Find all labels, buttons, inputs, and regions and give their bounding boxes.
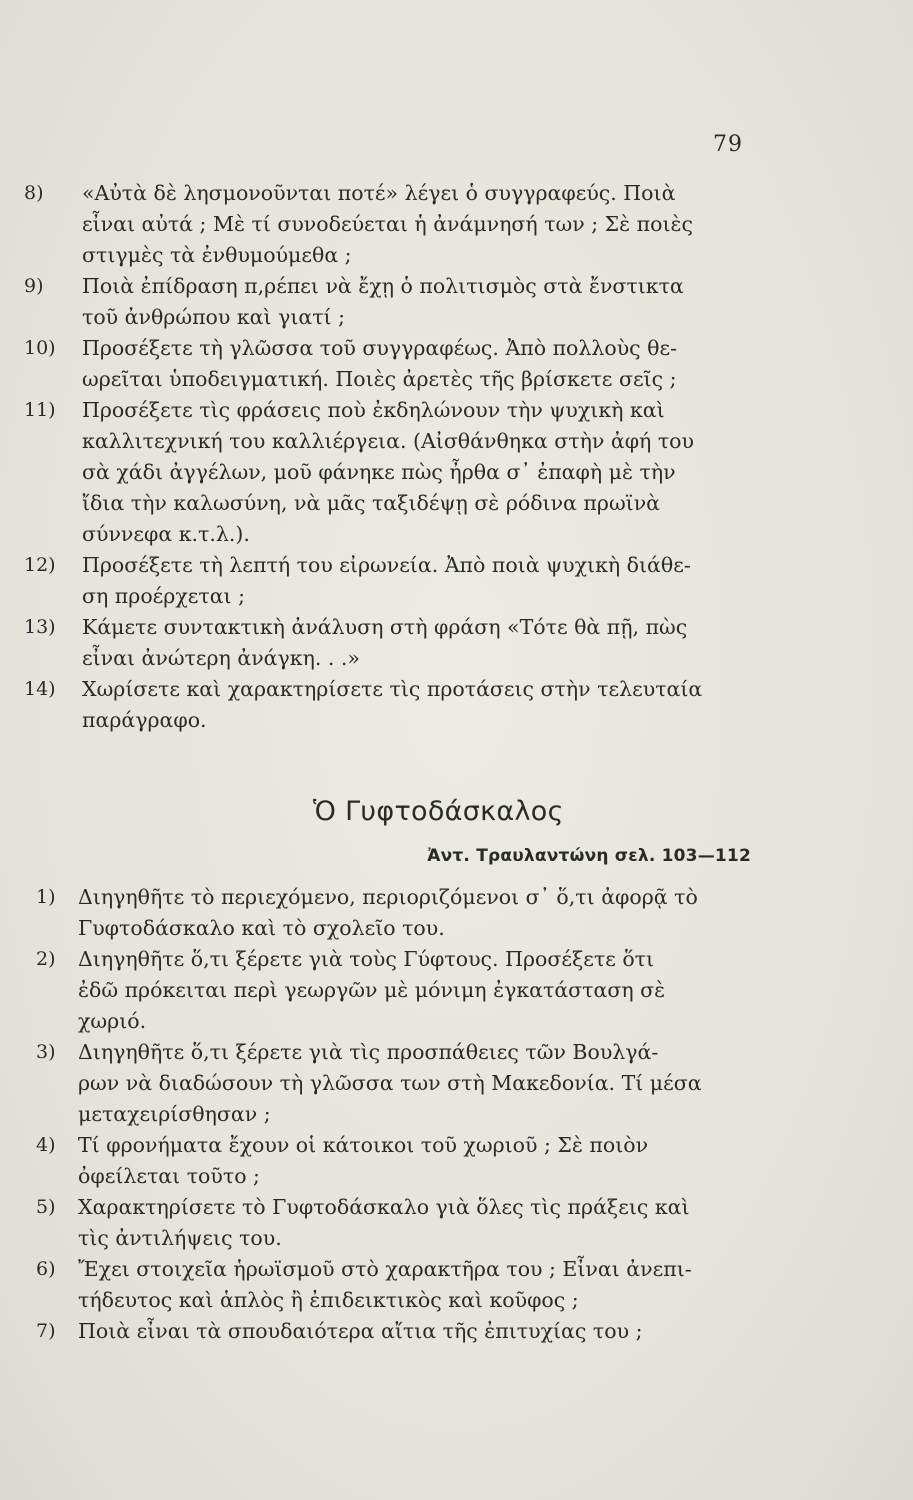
question-line: τήδευτος καὶ ἁπλὸς ἢ ἐπιδεικτικὸς καὶ κοῦφος ; [78, 1288, 579, 1312]
section-title: Ὁ Γυφτοδάσκαλος [313, 796, 564, 827]
question-line: εἶναι ἀνώτερη ἀνάγκη. . .» [82, 646, 360, 670]
question-line: ὀφείλεται τοῦτο ; [78, 1164, 260, 1188]
question-line: τοῦ ἀνθρώπου καὶ γιατί ; [82, 305, 346, 329]
question-number: 2) [36, 948, 56, 970]
question-item [0, 395, 752, 550]
question-line: «Αὐτὰ δὲ λησμονοῦνται ποτέ» λέγει ὁ συγγραφεύς. Ποιὰ [82, 181, 676, 205]
question-item [0, 178, 752, 271]
question-number: 7) [36, 1320, 56, 1342]
question-line: ἐδῶ πρόκειται περὶ γεωργῶν μὲ μόνιμη ἐγκατάσταση σὲ [78, 978, 666, 1002]
question-item [0, 271, 752, 333]
questions-list-part2 [0, 882, 913, 1347]
question-line: Διηγηθῆτε ὅ,τι ξέρετε γιὰ τὶς προσπάθειες τῶν Βουλγά- [78, 1040, 659, 1064]
question-number: 1) [36, 886, 56, 908]
question-line: μεταχειρίσθησαν ; [78, 1102, 271, 1126]
question-line: χωριό. [78, 1009, 147, 1033]
question-item [0, 944, 738, 1037]
questions-list-part1 [0, 178, 913, 736]
question-line: Προσέξετε τὶς φράσεις ποὺ ἐκδηλώνουν τὴν ψυχικὴ καὶ [82, 398, 665, 422]
question-line: ρων νὰ διαδώσουν τὴ γλῶσσα των στὴ Μακεδονία. Τί μέσα [78, 1071, 702, 1095]
question-number: 10) [24, 337, 56, 359]
question-line: ωρεῖται ὑποδειγματική. Ποιὲς ἀρετὲς τῆς βρίσκετε σεῖς ; [82, 367, 677, 391]
question-line: Ἔχει στοιχεῖα ἡρωϊσμοῦ στὸ χαρακτῆρα του ; Εἶναι ἀνεπι- [78, 1257, 692, 1281]
question-line: Ποιὰ ἐπίδραση π,ρέπει νὰ ἔχῃ ὁ πολιτισμὸς στὰ ἔνστικτα [82, 274, 684, 298]
question-line: Γυφτοδάσκαλο καὶ τὸ σχολεῖο του. [78, 916, 445, 940]
question-item [0, 333, 752, 395]
question-line: εἶναι αὐτά ; Μὲ τί συνοδεύεται ἡ ἀνάμνησή των ; Σὲ ποιὲς [82, 212, 694, 236]
question-number: 12) [24, 554, 56, 576]
question-item [0, 550, 752, 612]
question-item [0, 1130, 738, 1192]
question-number: 13) [24, 616, 56, 638]
question-line: Κάμετε συντακτικὴ ἀνάλυση στὴ φράση «Τότε θὰ πῇ, πὼς [82, 615, 688, 639]
question-item [0, 612, 752, 674]
question-item [0, 1192, 738, 1254]
question-item [0, 1037, 738, 1130]
question-line: σὰ χάδι ἀγγέλων, μοῦ φάνηκε πὼς ἦρθα σ᾽ ἐπαφὴ μὲ τὴν [82, 460, 676, 484]
question-number: 3) [36, 1041, 56, 1063]
question-line: Τί φρονήματα ἔχουν οἱ κάτοικοι τοῦ χωριοῦ ; Σὲ ποιὸν [78, 1133, 649, 1157]
page-number: 79 [713, 132, 743, 157]
question-line: Προσέξετε τὴ λεπτή του εἰρωνεία. Ἀπὸ ποιὰ ψυχικὴ διάθε- [82, 553, 691, 577]
question-item [0, 1254, 738, 1316]
question-number: 9) [24, 275, 44, 297]
question-line: Προσέξετε τὴ γλῶσσα τοῦ συγγραφέως. Ἀπὸ πολλοὺς θε- [82, 336, 678, 360]
question-number: 14) [24, 678, 56, 700]
question-line: Ποιὰ εἶναι τὰ σπουδαιότερα αἴτια τῆς ἐπιτυχίας του ; [78, 1319, 643, 1343]
question-number: 4) [36, 1134, 56, 1156]
question-line: Χωρίσετε καὶ χαρακτηρίσετε τὶς προτάσεις στὴν τελευταία [82, 677, 703, 701]
question-number: 8) [24, 182, 44, 204]
source-reference: Ἀντ. Τραυλαντώνη σελ. 103—112 [427, 846, 751, 866]
question-line: ἴδια τὴν καλωσύνη, νὰ μᾶς ταξιδέψῃ σὲ ρόδινα πρωϊνὰ [82, 491, 661, 515]
question-item [0, 674, 752, 736]
question-line: στιγμὲς τὰ ἐνθυμούμεθα ; [82, 243, 352, 267]
question-line: σύννεφα κ.τ.λ.). [82, 522, 250, 546]
question-line: Διηγηθῆτε τὸ περιεχόμενο, περιοριζόμενοι σ᾽ ὅ,τι ἀφορᾷ τὸ [78, 885, 698, 909]
question-line: Διηγηθῆτε ὅ,τι ξέρετε γιὰ τοὺς Γύφτους. Προσέξετε ὅτι [78, 947, 655, 971]
question-item [0, 1316, 738, 1347]
question-item [0, 882, 738, 944]
question-line: Χαρακτηρίσετε τὸ Γυφτοδάσκαλο γιὰ ὅλες τὶς πράξεις καὶ [78, 1195, 690, 1219]
question-line: παράγραφο. [82, 708, 207, 732]
question-line: τὶς ἀντιλήψεις του. [78, 1226, 282, 1250]
question-line: καλλιτεχνική του καλλιέργεια. (Αἰσθάνθηκα στὴν ἀφή του [82, 429, 694, 453]
question-line: ση προέρχεται ; [82, 584, 246, 608]
question-number: 11) [24, 399, 56, 421]
question-number: 6) [36, 1258, 56, 1280]
question-number: 5) [36, 1196, 56, 1218]
